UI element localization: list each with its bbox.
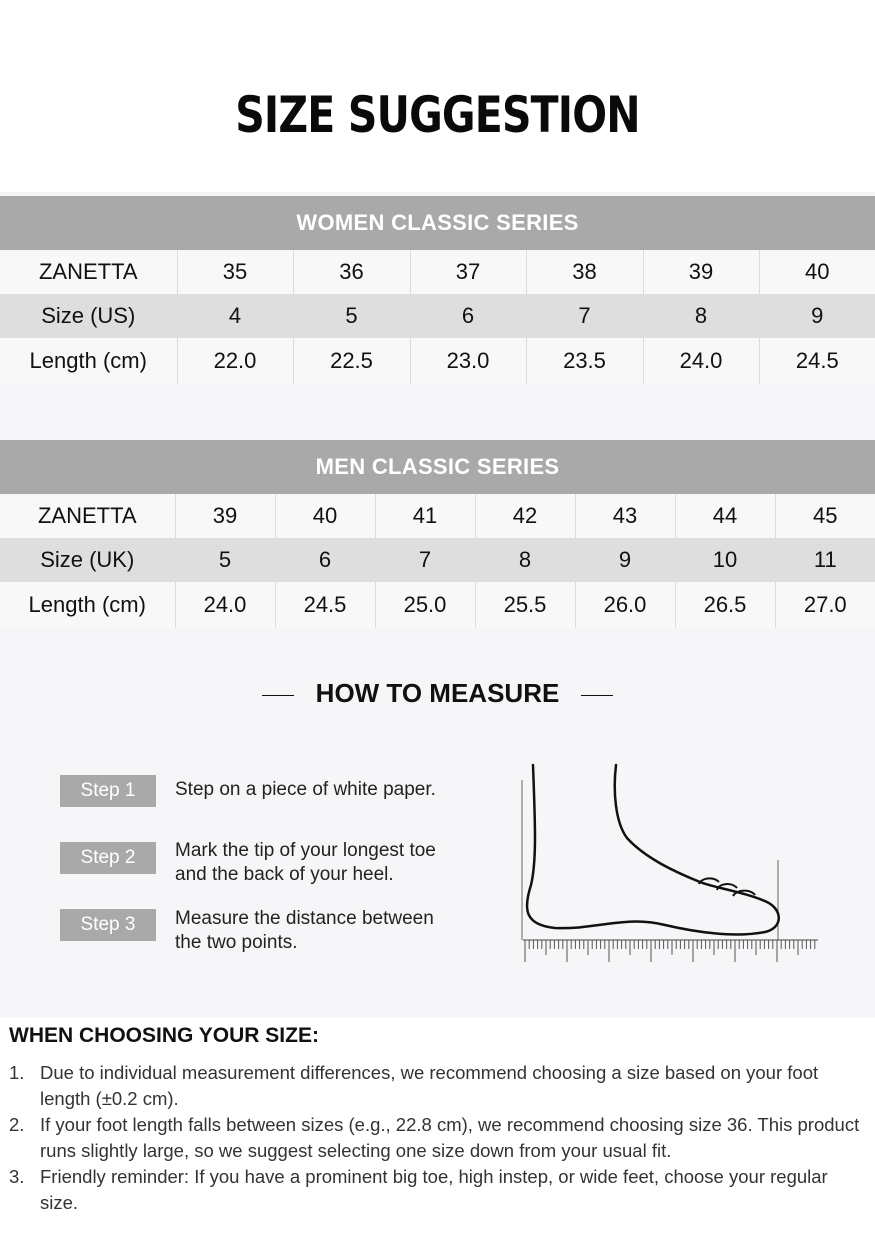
choosing-title: WHEN CHOOSING YOUR SIZE: [9, 1024, 319, 1047]
table-cell: 24.5 [275, 582, 375, 628]
table-cell: 6 [275, 538, 375, 582]
step-text-line: Measure the distance between [175, 908, 434, 929]
table-cell: 39 [643, 250, 759, 294]
table-row [0, 250, 875, 294]
title-rule-right [581, 695, 613, 696]
table-cell: 40 [759, 250, 875, 294]
table-cell: 27.0 [775, 582, 875, 628]
table-cell: 24.5 [759, 338, 875, 384]
choosing-notes-list [9, 1060, 869, 1216]
list-number: 3. [9, 1166, 25, 1187]
men-series-title: MEN CLASSIC SERIES [0, 440, 875, 494]
table-cell: 6 [410, 294, 526, 338]
page-title: SIZE SUGGESTION [235, 86, 640, 144]
list-item [9, 1112, 869, 1164]
list-text: Friendly reminder: If you have a prominent big toe, high instep, or wide feet, choose your regular size. [40, 1166, 828, 1213]
step-3-badge: Step 3 [60, 909, 156, 941]
how-to-measure-title: HOW TO MEASURE [315, 678, 560, 708]
list-text: Due to individual measurement differences, we recommend choosing a size based on your foot length (±0.2 cm). [40, 1062, 819, 1109]
table-cell: 45 [775, 494, 875, 538]
table-row [0, 338, 875, 384]
table-cell: 5 [175, 538, 275, 582]
table-cell: 8 [643, 294, 759, 338]
table-cell: 7 [526, 294, 643, 338]
row-label: Size (UK) [0, 538, 175, 582]
row-label: Length (cm) [0, 338, 177, 384]
row-label: ZANETTA [0, 494, 175, 538]
foot-on-ruler-icon [515, 760, 825, 970]
table-cell: 22.0 [177, 338, 293, 384]
table-cell: 9 [759, 294, 875, 338]
step-text-line: Mark the tip of your longest toe [175, 840, 436, 861]
step-text-line: the two points. [175, 932, 298, 953]
table-cell: 7 [375, 538, 475, 582]
step-1-text [175, 778, 495, 802]
table-cell: 8 [475, 538, 575, 582]
table-cell: 9 [575, 538, 675, 582]
table-cell: 44 [675, 494, 775, 538]
women-size-table [0, 196, 875, 384]
table-row [0, 494, 875, 538]
table-cell: 26.0 [575, 582, 675, 628]
table-cell: 26.5 [675, 582, 775, 628]
table-cell: 43 [575, 494, 675, 538]
table-cell: 42 [475, 494, 575, 538]
table-row [0, 582, 875, 628]
table-row [0, 294, 875, 338]
table-cell: 11 [775, 538, 875, 582]
row-label: ZANETTA [0, 250, 177, 294]
list-text: If your foot length falls between sizes (e.g., 22.8 cm), we recommend choosing size 36. This product runs slightly large, so we suggest selecting one size down from your usual fit. [40, 1114, 860, 1161]
table-cell: 25.5 [475, 582, 575, 628]
step-1-badge: Step 1 [60, 775, 156, 807]
step-text-line: Step on a piece of white paper. [175, 779, 436, 800]
table-cell: 35 [177, 250, 293, 294]
step-text-line: and the back of your heel. [175, 864, 394, 885]
table-cell: 37 [410, 250, 526, 294]
row-label: Length (cm) [0, 582, 175, 628]
table-cell: 10 [675, 538, 775, 582]
table-cell: 39 [175, 494, 275, 538]
table-cell: 23.5 [526, 338, 643, 384]
men-size-table [0, 440, 875, 628]
table-cell: 40 [275, 494, 375, 538]
list-number: 2. [9, 1114, 25, 1135]
table-cell: 25.0 [375, 582, 475, 628]
women-series-title: WOMEN CLASSIC SERIES [0, 196, 875, 250]
table-row [0, 538, 875, 582]
table-cell: 5 [293, 294, 410, 338]
list-number: 1. [9, 1062, 25, 1083]
table-cell: 22.5 [293, 338, 410, 384]
table-cell: 36 [293, 250, 410, 294]
step-2-text [175, 839, 495, 887]
row-label: Size (US) [0, 294, 177, 338]
table-cell: 41 [375, 494, 475, 538]
step-2-badge: Step 2 [60, 842, 156, 874]
list-item [9, 1060, 869, 1112]
table-cell: 4 [177, 294, 293, 338]
table-cell: 38 [526, 250, 643, 294]
list-item [9, 1164, 869, 1216]
table-cell: 23.0 [410, 338, 526, 384]
step-3-text [175, 907, 495, 955]
table-cell: 24.0 [175, 582, 275, 628]
table-cell: 24.0 [643, 338, 759, 384]
